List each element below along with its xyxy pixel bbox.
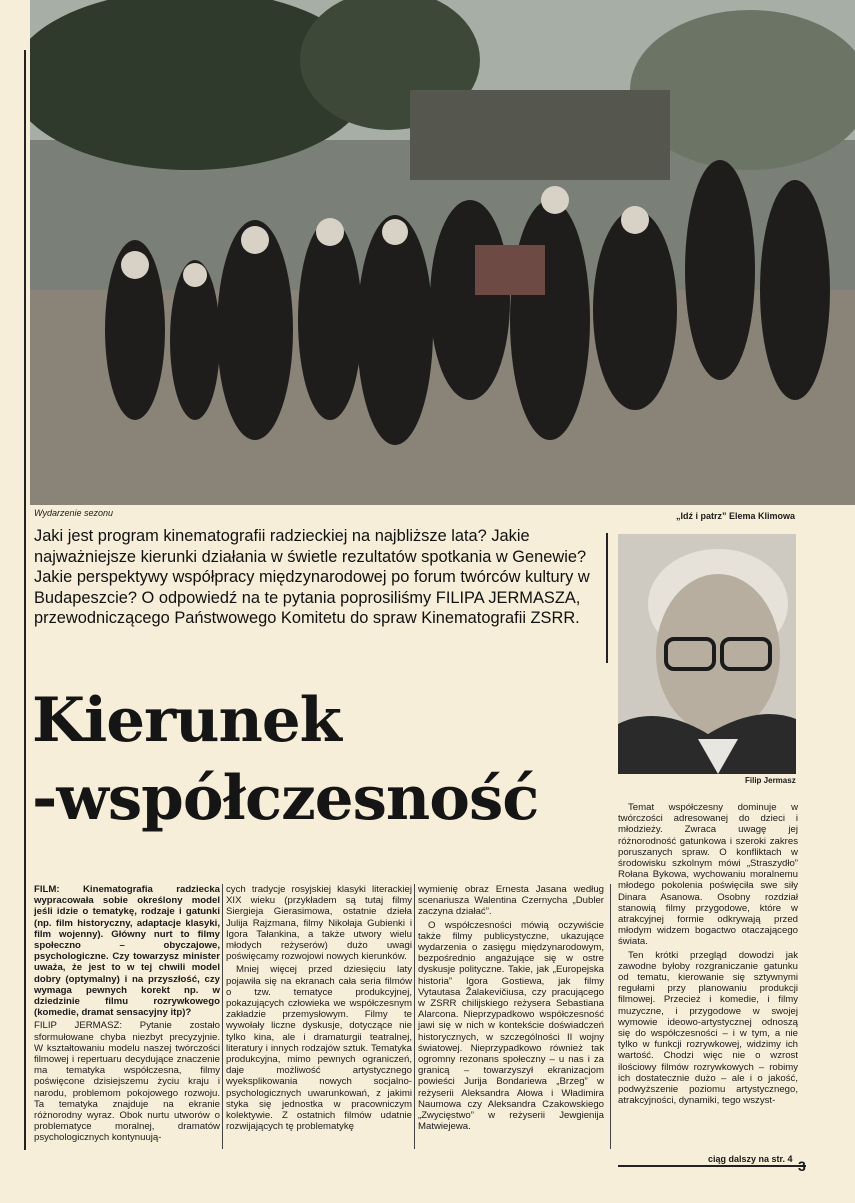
portrait-photo (618, 534, 796, 774)
main-photo (30, 0, 855, 505)
headline-line-2: -współczesność (32, 763, 539, 834)
page-number: 3 (798, 1158, 806, 1174)
continuation-note: ciąg dalszy na str. 4 (708, 1154, 793, 1164)
column-3-paragraph-2: O współczesności mówią oczywiście także filmy publicystyczne, ukazujące wydarzenia o zasięgu międzynarodowym, bezpośrednio angażujące się w ostre dyskusje polityczne. Takie, jak „Europejska historia” Igora Gostiewa, jak filmy Vytautasa Žalakevičiusa, czy pracującego w ZSRR chilijskiego reżysera Sebastiana Alarcona. Nieprzypadkowo współczesność jawi się w nich w kontekście doświadczeń historycznych, w szczególności II wojny światowej. Nieprzypadkowo również tak ogromny rezonans społeczny – u nas i za granicą – towarzyszył ekranizacjom powieści Jurija Bondariewa „Brzeg” w reżyserii Aleksandra Ałowa i Władimira Naumowa czy Aleksandra Czakowskiego „Zwycięstwo” w reżyserii Jewgienija Matwiejewa. (418, 919, 604, 1133)
article-column-4 (618, 802, 798, 1108)
column-divider (222, 884, 223, 1149)
article-column-2 (226, 884, 412, 1134)
column-2-paragraph-2: Mniej więcej przed dziesięciu laty pojawiła się na ekranach cała seria filmów o tzw. tematyce produkcyjnej, pokazujących człowieka we współczesnym zakładzie przemysłowym. Filmy te wywołały liczne dyskusje, dotyczące nie tylko kina, ale i dramaturgii teatralnej, literatury i innych rodzajów sztuk. Tematyka produkcyjna, mimo pewnych ograniczeń, daje możliwość artystycznego wyeksplikowania nowych socjalno-psychologicznych uwarunkowań, z jakimi styka się jednostka w pracowniczym kolektywie. Z ostatnich filmów udatnie rozwijających tę problematykę (226, 964, 412, 1133)
photo-caption-right: „Idź i patrz” Elema Klimowa (675, 511, 795, 521)
interview-answer: FILIP JERMASZ: Pytanie zostało sformułowane chyba niezbyt precyzyjnie. W kształtowaniu modelu naszej twórczości filmowej i repertuaru decydujące znaczenie ma tematyka współczesna, filmy poświęcone dzisiejszemu życiu kraju i narodu, problemom pokojowego rozwoju. Ta tematyka znajduje na ekranie różnorodny wyraz. Obok nurtu utworów o problematyce moralnej, dramatów psychologicznych kontynuują- (34, 1020, 220, 1144)
lead-divider (606, 533, 608, 663)
column-3-paragraph-1: wymienię obraz Ernesta Jasana według scenariusza Walentina Czernycha „Dubler zaczyna działać”. (418, 884, 604, 918)
continuation-rule (618, 1165, 806, 1167)
column-4-paragraph-2: Ten krótki przegląd dowodzi jak zawodne byłoby rozgraniczanie gatunku od tematu, kierowanie się sztywnymi regułami przy planowaniu produkcji filmowej. Przecież i komedie, i filmy muzyczne, i przygodowe w swojej wymowie ideowo-artystycznej odnoszą się do współczesności – i w tym, a nie tylko w funkcji rozrywkowej, widzimy ich wartość. Chodzi więc nie o wzrost ilościowy filmów rozrywkowych – robimy ich dostatecznie dużo – ale i o jakość, podwyższenie poziomu artystycznego, atrakcyjności, dynamiki, tego wszyst- (618, 949, 798, 1107)
headline (32, 682, 592, 838)
column-4-paragraph-1: Temat współczesny dominuje w twórczości adresowanej do dzieci i młodzieży. Zwraca uwagę jej różnorodność gatunkowa i szeroki zakres poruszanych spraw. O konfliktach w środowisku szkolnym mówi „Straszydło” Rołana Bykowa, wychowaniu moralnemu młodego pokolenia poświęciła swe siły Dinara Asanowa. Osobny rozdział stanowią filmy przygodowe, które w atrakcyjnej formie odkrywają przed młodym widzem bogactwo otaczającego świata. (618, 802, 798, 948)
portrait-caption: Filip Jermasz (745, 776, 796, 785)
interview-question: FILM: Kinematografia radziecka wypracowała sobie określony model jeśli idzie o tematykę, rodzaje i gatunki (np. film historyczny, adaptacje klasyki, film wojenny). Główny nurt to filmy społeczno – obyczajowe, psychologiczne. Czy towarzysz minister uważa, że jest to w tej chwili model dobry (optymalny) i na przyszłość, czy wymaga pewnych korekt np. w dziedzinie filmu rozrywkowego (komedie, dramat sensacyjny itp)? (34, 884, 220, 1019)
lead-paragraph: Jaki jest program kinematografii radzieckiej na najbliższe lata? Jakie najważniejsze kierunki działania w świetle rezultatów spotkania w Genewie? Jakie perspektywy współpracy międzynarodowej po forum twórców kultury w Budapeszcie? O odpowiedź na te pytania poprosiliśmy FILIPA JERMASZA, przewodniczącego Państwowego Komitetu do spraw Kinematografii ZSRR. (34, 527, 590, 628)
headline-line-1: Kierunek (32, 685, 341, 756)
column-divider (610, 884, 611, 1149)
left-rule (24, 50, 26, 1150)
column-2-paragraph-1: cych tradycje rosyjskiej klasyki literackiej XIX wieku (przykładem są tutaj filmy Siergieja Gierasimowa, ostatnie dzieła Julija Rajzmana, filmy Nikołaja Gubienki i Igora Tałankina, a także utwory wielu młodych reżyserów) dużo uwagi poświęcamy rozwojowi nowych kierunków. (226, 884, 412, 963)
article-column-1 (34, 884, 220, 1146)
photo-caption-left: Wydarzenie sezonu (34, 508, 114, 518)
column-divider (414, 884, 415, 1149)
article-column-3 (418, 884, 604, 1134)
